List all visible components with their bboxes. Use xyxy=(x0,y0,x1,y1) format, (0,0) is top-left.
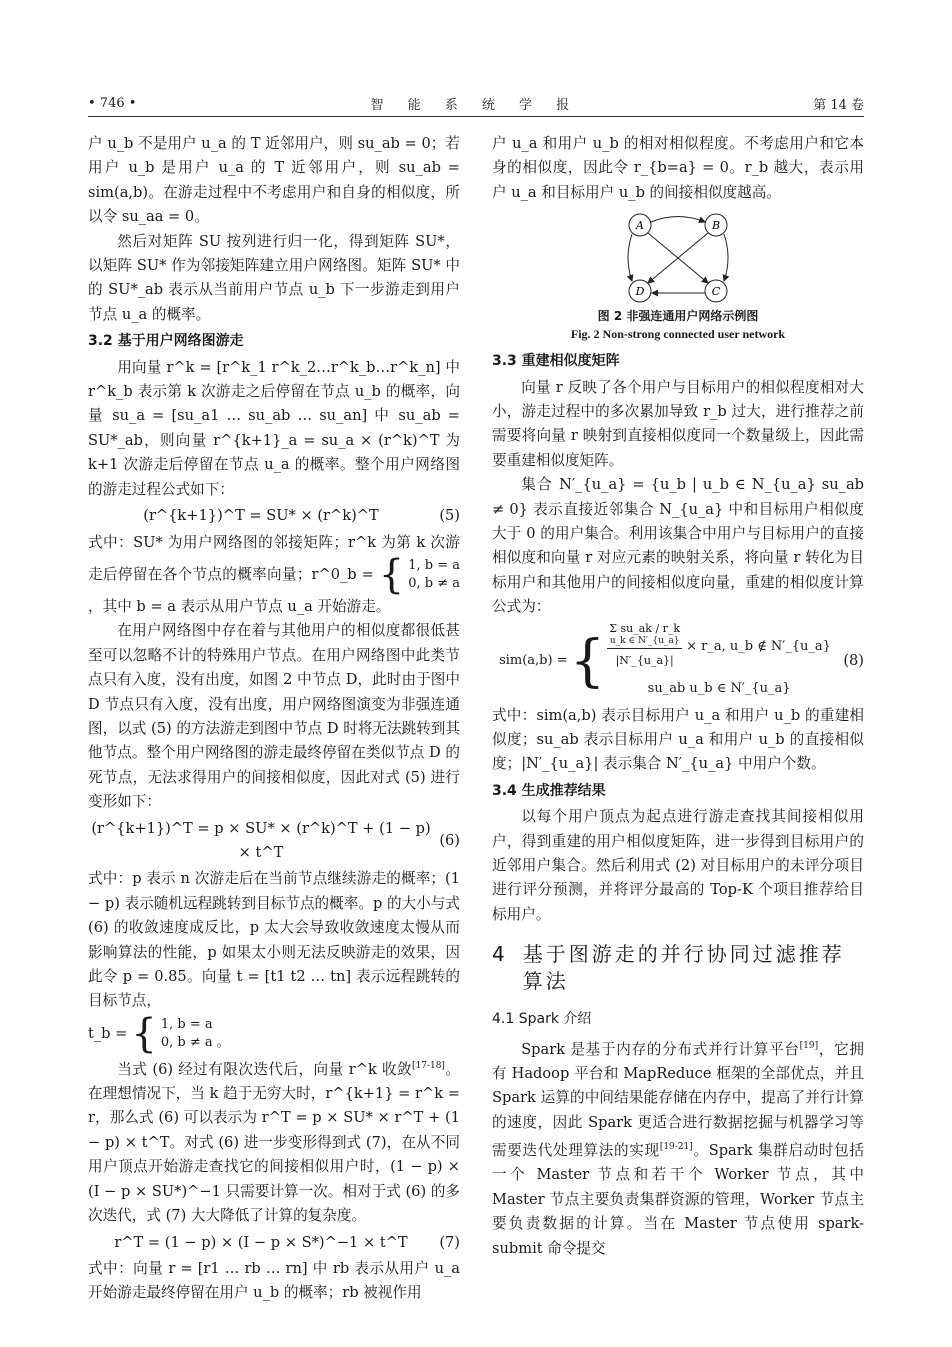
page-number: • 746 • xyxy=(88,95,137,111)
citation: [19] xyxy=(799,1040,819,1051)
volume-label: 第 14 卷 xyxy=(813,97,864,113)
paragraph xyxy=(88,531,460,620)
citation: [17-18] xyxy=(411,1060,445,1071)
piecewise-cases xyxy=(161,1016,230,1052)
paragraph: 户 u_b 不是用户 u_a 的 T 近邻用户，则 su_ab = 0；若用户 u_b 是用户 u_a 的 T 近邻用户，则 su_ab = sim(a,b)。在游走过程中不考虑用户和自身的相似度，所以令 su_aa = 0。 xyxy=(88,135,460,226)
section-heading-4-1: 4.1 Spark 介绍 xyxy=(492,1011,592,1028)
equation-number: (8) xyxy=(843,652,864,670)
paragraph: 向量 r 反映了各个用户与目标用户的相似程度相对大小，游走过程中的多次累加导致 r_b 过大，进行推荐之前需要将向量 r 映射到直接相似度同一个数量级上，因此需要重建相似度矩阵。 xyxy=(492,378,864,469)
equation-8 xyxy=(492,620,864,704)
section-heading-3-4: 3.4 生成推荐结果 xyxy=(492,782,606,799)
paragraph: 然后对矩阵 SU 按列进行归一化，得到矩阵 SU*，以矩阵 SU* 作为邻接矩阵建立用户网络图。矩阵 SU* 中的 SU*_ab 表示从当前用户节点 u_b 下一步游走到用户节点 u_a 的概率。 xyxy=(88,232,460,323)
edge-b-c xyxy=(724,234,728,281)
eq8-denominator: |N′_{u_a}| xyxy=(615,653,674,667)
tb-label: t_b = xyxy=(88,1024,128,1042)
case-2: 0, b ≠ a xyxy=(408,575,460,591)
node-a-label: A xyxy=(636,219,644,233)
figure-2 xyxy=(492,209,864,343)
eq8-case-1 xyxy=(607,622,831,673)
eq8-cases xyxy=(607,622,831,702)
eq8-case-1-tail: × r_a, u_b ∉ N′_{u_a} xyxy=(686,639,831,655)
equation-number: (6) xyxy=(439,831,460,849)
paragraph: 集合 N′_{u_a} = {u_b | u_b ∈ N_{u_a} su_ab ≠ 0} 表示直接近邻集合 N_{u_a} 中和目标用户相似度大于 0 的用户集合。利用该集合中用户与目标用户的直接相似度和向量 r 对应元素的映射关系，将向量 r 转化为目标用户和其他用户的间接相似度向量，重建的相似度计算公式为： xyxy=(492,476,864,616)
equation-number: (5) xyxy=(439,507,460,525)
case-2: 0, b ≠ a 。 xyxy=(160,1034,230,1050)
left-brace: { xyxy=(378,551,405,598)
section-title: 基于图游走的并行协同过滤推荐算法 xyxy=(522,942,845,994)
eq8-numerator xyxy=(607,622,682,649)
section-number: 4 xyxy=(492,942,505,967)
left-brace: { xyxy=(131,1010,157,1057)
edge-a-d xyxy=(628,234,632,281)
paragraph: 在用户网络图中存在着与其他用户的相似度都很低甚至可以忽略不计的特殊用户节点。在用户网络图中此类节点只有入度，没有出度，如图 2 中节点 D，此时由于图中 D 节点只有入度，没有出度，用户网络图演变为非强连通图，以式 (5) 的方法游走到图中节点 D 时将无法跳转到其他节点。整个用户网络图的游走最终停留在类似节点 D 的死节点，无法求得用户的间接相似度，因此对式 (5) 进行变形如下： xyxy=(88,622,460,811)
paragraph: 式中：sim(a,b) 表示目标用户 u_a 和用户 u_b 的重建相似度；su_ab 表示目标用户 u_a 和用户 u_b 的直接相似度；|N′_{u_a}| 表示集合 N′_{u_a} 中用户个数。 xyxy=(492,706,864,773)
eq8-sum-sub: u_k ∈ N′_{u_a} xyxy=(609,635,680,646)
eq8-lhs: sim(a,b) = xyxy=(499,653,568,669)
equation-body: (r^{k+1})^T = SU* × (r^k)^T xyxy=(143,507,379,525)
paragraph: 式中：向量 r = [r1 … rb … rn] 中 rb 表示从用户 u_a 开始游走最终停留在用户 u_b 的概率；rb 被视作用 xyxy=(88,1259,460,1302)
equation-body xyxy=(492,622,838,702)
case-1: 1, b = a xyxy=(408,557,460,573)
text-span: ，它拥有 Hadoop 平台和 MapReduce 框架的全部优点，并且 Spark 运算的中间结果能存储在内存中，提高了并行计算的速度，因此 Spark 更适合进行数据挖掘与机器学习等需要迭代处理算法的实现 xyxy=(492,1040,864,1159)
eq8-fraction xyxy=(607,622,682,673)
left-column xyxy=(88,132,460,1306)
figure-caption-cn: 图 2 非强连通用户网络示例图 xyxy=(597,309,759,324)
case-1: 1, b = a xyxy=(160,1016,213,1032)
paragraph: 用向量 r^k = [r^k_1 r^k_2…r^k_b…r^k_n] 中 r^k_b 表示第 k 次游走之后停留在节点 u_b 的概率，向量 su_a = [su_a1 … su_ab … su_an] 中 su_ab = SU*_ab，则向量 r^{k+1}_a = su_a × (r^k)^T 为 k+1 次游走后停留在节点 u_a 的概率。整个用户网络图的游走过程公式如下： xyxy=(88,358,460,498)
node-b-label: B xyxy=(711,219,721,233)
section-heading-3-2: 3.2 基于用户网络图游走 xyxy=(88,333,244,350)
node-c-label: C xyxy=(711,285,721,299)
journal-title: 智 能 系 统 学 报 xyxy=(370,97,580,113)
right-column xyxy=(492,132,864,1261)
eq8-case-2: su_ab u_b ∈ N′_{u_a} xyxy=(647,681,791,697)
page-header xyxy=(88,92,864,114)
text-span: 当式 (6) 经过有限次迭代后，向量 r^k 收敛 xyxy=(117,1060,412,1078)
equation-7 xyxy=(88,1229,460,1257)
section-heading-4 xyxy=(492,941,864,995)
header-rule xyxy=(88,116,864,117)
piecewise-tb xyxy=(88,1010,460,1057)
paragraph xyxy=(88,1054,460,1229)
figure-caption-en: Fig. 2 Non-strong connected user network xyxy=(570,327,786,342)
text-span: 。在理想情况下，当 k 趋于无穷大时，r^{k+1} = r^k = r，那么式 (6) 可以表示为 r^T = p × SU* × r^T + (1 − p) × t^T。对式 (6) 进一步变形得到式 (7)，在从不同用户顶点开始游走查找它的间接相似用户时，(1 − p) × (I − p × SU*)^−1 只需要计算一次。相对于式 (6) 的多次迭代，式 (7) 大大降低了计算的复杂度。 xyxy=(88,1060,460,1225)
paragraph: 式中：p 表示 n 次游走后在当前节点继续游走的概率；(1 − p) 表示随机远程跳转到目标节点的概率。p 的大小与式 (6) 的收敛速度成反比，p 太大会导致收敛速度太慢从而影响算法的性能，p 如果太小则无法反映游走的效果，因此令 p = 0.85。向量 t = [t1 t2 … tn] 表示远程跳转的目标节点， xyxy=(88,870,460,1010)
equation-6 xyxy=(88,815,460,868)
left-brace: { xyxy=(569,628,606,694)
equation-5 xyxy=(88,502,460,530)
equation-body: (r^{k+1})^T = p × SU* × (r^k)^T + (1 − p) × t^T xyxy=(91,819,431,861)
paragraph: 以每个用户顶点为起点进行游走查找其间接相似用户，得到重建的用户相似度矩阵，进一步得到目标用户的近邻用户集合。然后利用式 (2) 对目标用户的未评分项目进行评分预测，并将评分最高的 Top-K 个项目推荐给目标用户。 xyxy=(492,808,864,923)
text-span: ，其中 b = a 表示从用户节点 u_a 开始游走。 xyxy=(88,597,391,615)
text-span: 式中：SU* 为用户网络图的邻接矩阵；r^k 为第 k 次游走后停留在各个节点的概率向量；r^0_b = xyxy=(88,533,460,583)
paragraph: 户 u_a 和用户 u_b 的相对相似程度。不考虑用户和它本身的相似度，因此令 r_{b=a} = 0。r_b 越大，表示用户 u_a 和目标用户 u_b 的间接相似度越高。 xyxy=(492,135,864,201)
user-network-diagram xyxy=(618,209,738,307)
section-heading-3-3: 3.3 重建相似度矩阵 xyxy=(492,353,620,370)
text-span: Spark 是基于内存的分布式并行计算平台 xyxy=(521,1040,800,1058)
equation-number: (7) xyxy=(439,1233,460,1251)
citation: [19-21] xyxy=(659,1142,693,1153)
eq8-sum: Σ su_ak / r_k xyxy=(609,621,681,635)
paragraph xyxy=(492,1034,864,1261)
piecewise-cases xyxy=(408,557,460,593)
node-d-label: D xyxy=(635,285,645,299)
edge-a-b xyxy=(651,217,705,223)
piecewise-r0 xyxy=(378,551,460,598)
text-span: 。Spark 集群启动时包括一个 Master 节点和若干个 Worker 节点，其中 Master 节点主要负责集群资源的管理，Worker 节点主要负责数据的计算。当在 Master 节点使用 spark-submit 命令提交 xyxy=(492,1141,864,1257)
equation-body: r^T = (1 − p) × (I − p × S*)^−1 × t^T xyxy=(114,1233,408,1251)
